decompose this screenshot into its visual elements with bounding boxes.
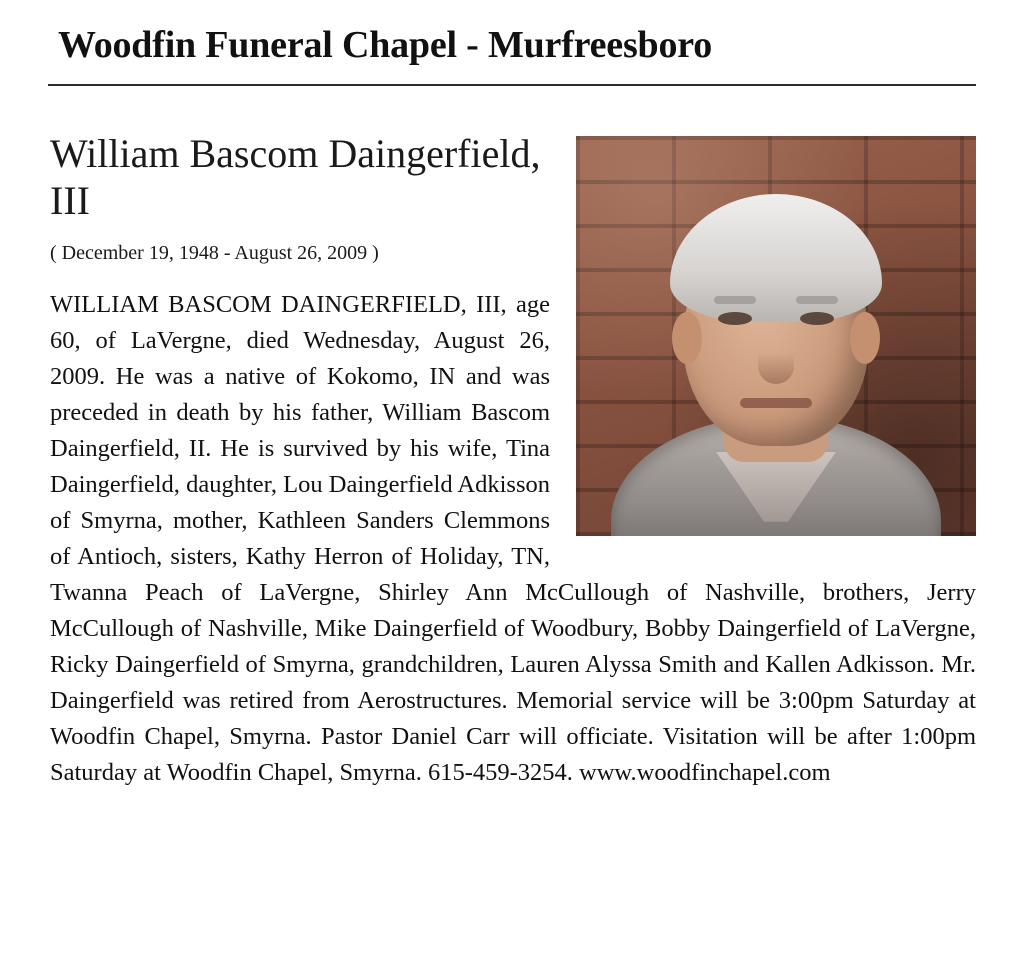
life-dates: ( December 19, 1948 - August 26, 2009 ) [50,242,379,265]
eyebrow-left-shape [714,296,756,304]
person-figure [576,136,976,536]
eye-right-shape [800,312,834,325]
eye-left-shape [718,312,752,325]
hair-shape [670,194,882,322]
obituary-content [48,130,976,791]
obituary-body-text: WILLIAM BASCOM DAINGERFIELD, III, age 60, of LaVergne, died Wednesday, August 26, 2009. He was a native of Kokomo, IN and was preceded in death by his father, William Bascom Daingerfield, II. He is survived by his wife, Tina Daingerfield, daughter, Lou Daingerfield Adkisson of Smyrna, mother, Kathleen Sanders Clemmons of Antioch, sisters, Kathy Herron of Holiday, TN, Twanna Peach of LaVergne, Shirley Ann McCullough of Nashville, brothers, Jerry McCullough of Nashville, Mike Daingerfield of Woodbury, Bobby Daingerfield of LaVergne, Ricky Daingerfield of Smyrna, grandchildren, Lauren Alyssa Smith and Kallen Adkisson. Mr. Daingerfield was retired from Aerostructures. Memorial service will be 3:00pm Saturday at Woodfin Chapel, Smyrna. Pastor Daniel Carr will officiate. Visitation will be after 1:00pm Saturday at Woodfin Chapel, Smyrna. 615-459-3254. www.woodfinchapel.com [50,291,976,787]
nose-shape [758,332,794,384]
page-title: Woodfin Funeral Chapel - Murfreesboro [58,24,713,66]
mouth-shape [740,398,812,408]
title-divider [48,84,976,86]
eyebrow-right-shape [796,296,838,304]
deceased-name: William Bascom Daingerfield, III [50,130,541,223]
ear-right-shape [850,312,880,364]
ear-left-shape [672,312,702,364]
portrait-photo [576,136,976,536]
